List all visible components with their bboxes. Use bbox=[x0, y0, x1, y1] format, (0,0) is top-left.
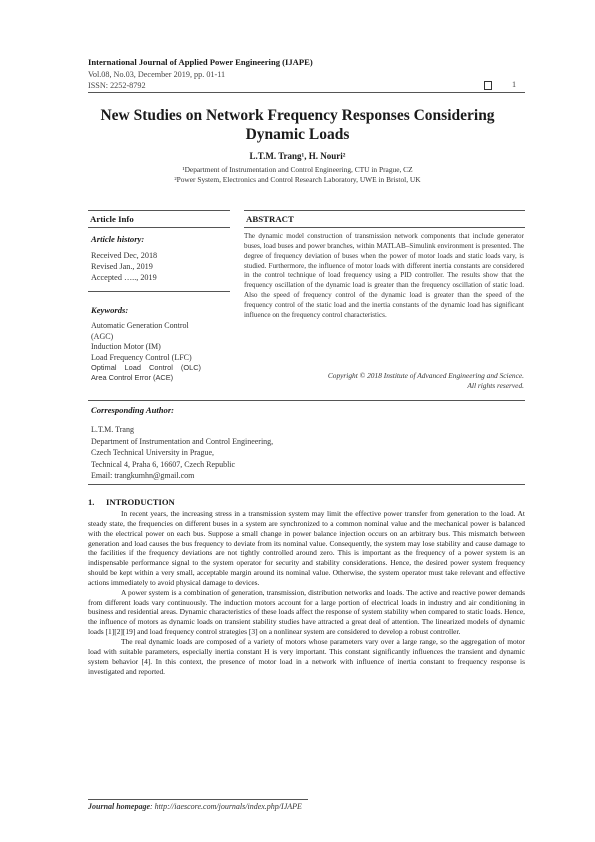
keyword-ace: Area Control Error (ACE) bbox=[91, 373, 174, 383]
title-line-1: New Studies on Network Frequency Responses Considering bbox=[100, 107, 495, 124]
issn: ISSN: 2252-8792 bbox=[88, 81, 146, 90]
homepage-url[interactable]: : http://iaescore.com/journals/index.php/IJAPE bbox=[150, 802, 302, 811]
article-info-heading: Article Info bbox=[90, 214, 134, 224]
journal-name: International Journal of Applied Power Engineering (IJAPE) bbox=[88, 57, 313, 67]
affiliation-1: ¹Department of Instrumentation and Control Engineering, CTU in Prague, CZ bbox=[182, 165, 413, 174]
copyright bbox=[244, 371, 524, 392]
paper-title bbox=[60, 106, 535, 144]
footer-rule bbox=[88, 799, 308, 800]
copyright-line-2: All rights reserved. bbox=[467, 381, 524, 391]
keywords-heading: Keywords: bbox=[91, 305, 129, 315]
corresponding-bottom-rule bbox=[88, 484, 525, 485]
title-line-2: Dynamic Loads bbox=[245, 126, 350, 143]
abstract-heading: ABSTRACT bbox=[246, 214, 294, 224]
keywords-list bbox=[91, 321, 225, 383]
journal-homepage[interactable] bbox=[88, 802, 302, 811]
intro-paragraph-3: The real dynamic loads are composed of a variety of motors whose parameters vary over a large range, so the aggregation of motor load with suitable parameters, especially inertia constant H is very important. This constant significantly influences the transient and dynamic system behavior [4]. In this context, the presence of motor load in a network with influence of inertia constant to frequency response is investigated and reported. bbox=[88, 636, 525, 676]
section-number: 1. bbox=[88, 497, 95, 507]
author-name: L.T.M. Trang bbox=[91, 425, 134, 434]
abstract-bottom-rule bbox=[244, 227, 525, 228]
volume-info: Vol.08, No.03, December 2019, pp. 01-11 bbox=[88, 70, 226, 79]
article-history-heading: Article history: bbox=[91, 234, 145, 244]
introduction-body bbox=[88, 509, 525, 676]
author-department: Department of Instrumentation and Control Engineering, bbox=[91, 436, 274, 446]
revised-date: Revised Jan., 2019 bbox=[91, 262, 153, 271]
corresponding-author-heading: Corresponding Author: bbox=[91, 405, 175, 415]
corresponding-author-block bbox=[91, 424, 273, 482]
history-rule bbox=[88, 291, 230, 292]
keyword-im: Induction Motor (IM) bbox=[91, 342, 161, 351]
keyword-lfc: Load Frequency Control (LFC) bbox=[91, 352, 192, 362]
page-number: 1 bbox=[512, 80, 517, 89]
authors: L.T.M. Trang¹, H. Nouri² bbox=[249, 151, 346, 161]
intro-paragraph-2: A power system is a combination of generation, transmission, distribution networks and loads. The active and reactive power demands from different loads vary continuously. The induction motors account for a large portion of electrical loads in industry and air conditioning in business and residential areas. Dynamic characteristics of these loads affect the response of system stability when compared to static loads. Hence, the influence of motors as dynamic loads on transient stability studies have attracted a great deal of attention. The linearized models of dynamic loads [1][2][19] and load frequency control strategies [3] on a nonlinear system are considered to develop a robust controller. bbox=[88, 587, 525, 637]
affiliation-2: ²Power System, Electronics and Control Research Laboratory, UWE in Bristol, UK bbox=[174, 175, 421, 184]
accepted-date: Accepted ….., 2019 bbox=[91, 273, 157, 282]
article-info-top-rule bbox=[88, 210, 230, 211]
author-address: Technical 4, Praha 6, 16607, Czech Republic bbox=[91, 459, 236, 469]
header-rule bbox=[88, 92, 525, 93]
keyword-agc-abbr: (AGC) bbox=[91, 331, 114, 341]
author-email[interactable]: Email: trangkumhn@gmail.com bbox=[91, 471, 195, 480]
section-title: INTRODUCTION bbox=[106, 497, 175, 507]
abstract-text: The dynamic model construction of transmission network components that include generator buses, load buses and power branches, within MATLAB–Simulink environment is presented. The degree of frequency deviation of buses when the power of motor loads and static loads vary, is studied. Furthermore, the influence of motor loads with different inertia constants are considered in the control technique of load frequency using a PID controller. The results show that the frequency oscillation of the dynamic load is greater than the frequency oscillation of static load. Also the speed of frequency control of the dynamic load is greater than the speed of the frequency control of the static load and the inertia constants of the dynamic load has significant influence on the frequency control characteristics. bbox=[244, 232, 524, 319]
intro-paragraph-1: In recent years, the increasing stress in a transmission system may limit the effective power transfer from generation to the load. At steady state, the frequencies on different buses in a system are synchronized to a common nominal value and the mechanical power is balanced with the electrical power on each bus. Suppose a small change in power balance injection occurs on an arbitrary bus. This mismatch between generation and load causes the bus frequency to deviate from its nominal value. Consequently, the system may lose stability and cause damage to the facilities if the frequency deviations are not tightly controlled around zero. This is important as the frequency of a power system is an indispensable performance signal to the system operator for security and stability considerations. Hence, the desired power system frequency should be kept within a very small, acceptable margin around its nominal value. Otherwise, the system operator must take relevant and effective actions immediately to avoid physical damage to devices. bbox=[88, 509, 525, 587]
abstract-top-rule bbox=[244, 210, 525, 211]
author-university: Czech Technical University in Prague, bbox=[91, 448, 215, 457]
homepage-label: Journal homepage bbox=[88, 802, 151, 811]
copyright-line-1: Copyright © 2018 Institute of Advanced Engineering and Science. bbox=[327, 371, 524, 380]
square-box-icon bbox=[484, 81, 492, 90]
keyword-olc: Optimal Load Control (OLC) bbox=[91, 363, 202, 372]
article-info-bottom-rule bbox=[88, 227, 230, 228]
corresponding-top-rule bbox=[88, 400, 525, 401]
received-date: Received Dec, 2018 bbox=[91, 251, 158, 260]
keyword-agc: Automatic Generation Control bbox=[91, 321, 189, 330]
